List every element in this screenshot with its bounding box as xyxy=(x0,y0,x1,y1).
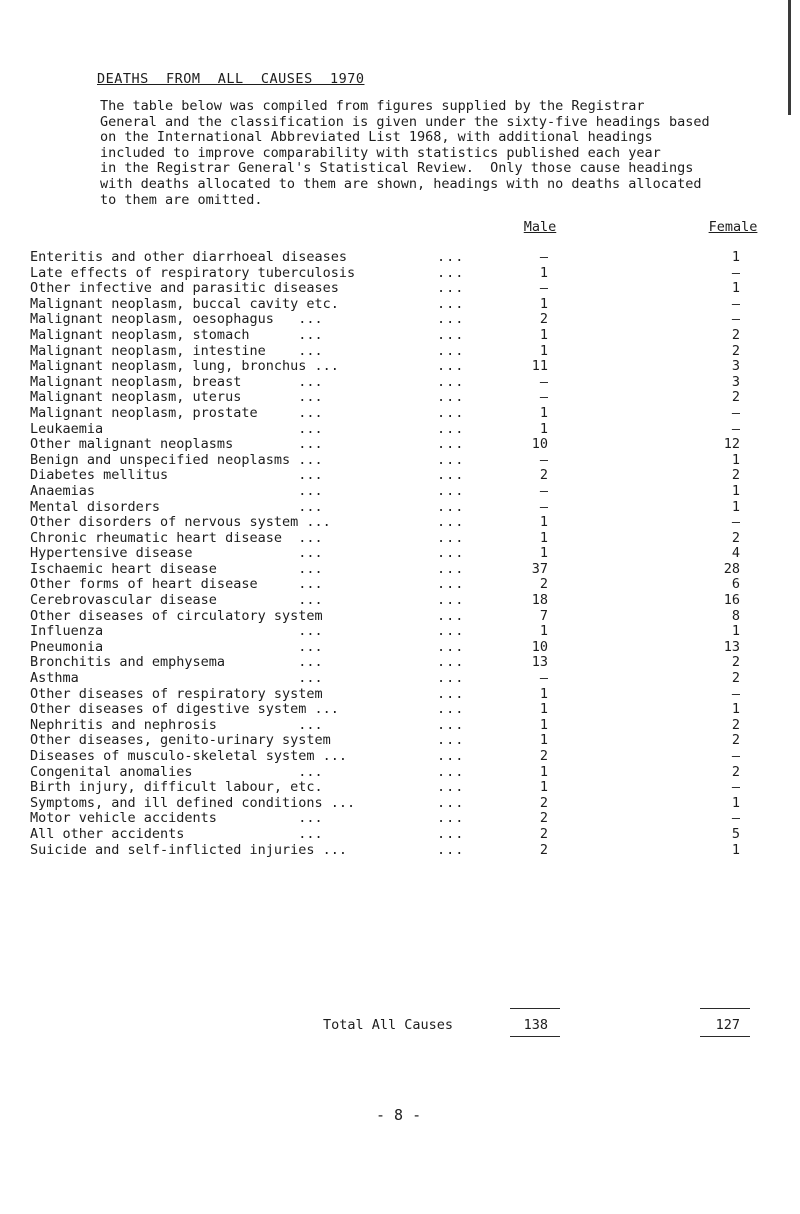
leader-dots: ... xyxy=(437,482,465,499)
cause-label: Other malignant neoplasms ... xyxy=(30,436,323,453)
table-row xyxy=(0,468,800,484)
cause-label: Malignant neoplasm, prostate ... xyxy=(30,404,323,421)
leader-dots: ... xyxy=(437,280,465,297)
male-count: 1 xyxy=(539,514,548,531)
cause-label: Malignant neoplasm, intestine ... xyxy=(30,342,323,359)
male-count: 2 xyxy=(539,841,548,858)
female-count: – xyxy=(731,748,740,764)
male-count: 1 xyxy=(539,685,548,702)
female-count: – xyxy=(731,420,740,437)
male-count: 1 xyxy=(539,529,548,546)
cause-label: Chronic rheumatic heart disease ... xyxy=(30,529,323,546)
leader-dots: ... xyxy=(437,607,465,624)
table-row xyxy=(0,562,800,578)
table-row xyxy=(0,624,800,640)
female-count: 2 xyxy=(731,529,740,546)
female-count: 1 xyxy=(731,482,740,499)
table-row xyxy=(0,390,800,406)
cause-label: Nephritis and nephrosis ... xyxy=(30,716,323,733)
female-count: 2 xyxy=(731,389,740,406)
female-count: 2 xyxy=(731,326,740,343)
female-count: 28 xyxy=(723,560,740,577)
leader-dots: ... xyxy=(437,529,465,546)
leader-dots: ... xyxy=(437,264,465,281)
female-count: – xyxy=(731,779,740,796)
leader-dots: ... xyxy=(437,326,465,343)
table-row xyxy=(0,359,800,375)
table-row xyxy=(0,671,800,687)
leader-dots: ... xyxy=(437,514,465,531)
cause-label: Hypertensive disease ... xyxy=(30,545,323,562)
cause-label: Pneumonia ... xyxy=(30,638,323,655)
table-row xyxy=(0,780,800,796)
leader-dots: ... xyxy=(437,560,465,577)
male-count: 13 xyxy=(531,654,548,671)
table-row xyxy=(0,281,800,297)
table-row xyxy=(0,406,800,422)
leader-dots: ... xyxy=(437,592,465,609)
male-count: 2 xyxy=(539,825,548,842)
cause-label: Other diseases of digestive system ... xyxy=(30,701,339,718)
female-count: 13 xyxy=(723,638,740,655)
leader-dots: ... xyxy=(437,498,465,515)
leader-dots: ... xyxy=(437,451,465,468)
female-count: 1 xyxy=(731,794,740,811)
male-count: 2 xyxy=(539,794,548,811)
total-rule-female xyxy=(700,1008,750,1009)
female-count: 6 xyxy=(731,576,740,593)
leader-dots: ... xyxy=(437,623,465,640)
male-count: 1 xyxy=(539,623,548,640)
leader-dots: ... xyxy=(437,825,465,842)
cause-label: Malignant neoplasm, breast ... xyxy=(30,373,323,390)
male-count: – xyxy=(539,498,548,515)
leader-dots: ... xyxy=(437,358,465,375)
female-count: 12 xyxy=(723,436,740,453)
leader-dots: ... xyxy=(437,779,465,796)
table-row xyxy=(0,375,800,391)
cause-label: Symptoms, and ill defined conditions ... xyxy=(30,794,356,811)
female-count: 16 xyxy=(723,592,740,609)
leader-dots: ... xyxy=(437,763,465,780)
female-count: 2 xyxy=(731,670,740,687)
cause-label: Motor vehicle accidents ... xyxy=(30,810,323,827)
cause-label: Influenza ... xyxy=(30,623,323,640)
female-count: 1 xyxy=(731,451,740,468)
male-count: 1 xyxy=(539,342,548,359)
total-label: Total All Causes xyxy=(323,1017,454,1033)
cause-label: Malignant neoplasm, stomach ... xyxy=(30,326,323,343)
total-rule-male xyxy=(510,1008,560,1009)
male-count: – xyxy=(539,249,548,265)
table-row xyxy=(0,765,800,781)
leader-dots: ... xyxy=(437,841,465,858)
male-count: 1 xyxy=(539,404,548,421)
table-row xyxy=(0,250,800,266)
leader-dots: ... xyxy=(437,716,465,733)
cause-label: Other disorders of nervous system ... xyxy=(30,514,331,531)
table-row xyxy=(0,843,800,859)
male-count: 37 xyxy=(531,560,548,577)
leader-dots: ... xyxy=(437,685,465,702)
cause-label: Other diseases of circulatory system xyxy=(30,607,323,624)
male-count: – xyxy=(539,280,548,297)
cause-label: Congenital anomalies ... xyxy=(30,763,323,780)
cause-label: Bronchitis and emphysema ... xyxy=(30,654,323,671)
leader-dots: ... xyxy=(437,404,465,421)
female-count: 1 xyxy=(731,249,740,265)
table-row xyxy=(0,702,800,718)
table-row xyxy=(0,531,800,547)
table-row xyxy=(0,266,800,282)
leader-dots: ... xyxy=(437,311,465,328)
leader-dots: ... xyxy=(437,654,465,671)
male-count: 7 xyxy=(539,607,548,624)
leader-dots: ... xyxy=(437,732,465,749)
female-count: 8 xyxy=(731,607,740,624)
page-title: DEATHS FROM ALL CAUSES 1970 xyxy=(97,71,365,87)
female-count: 1 xyxy=(731,841,740,858)
female-count: – xyxy=(731,264,740,281)
male-count: 11 xyxy=(531,358,548,375)
cause-label: All other accidents ... xyxy=(30,825,323,842)
cause-label: Birth injury, difficult labour, etc. xyxy=(30,779,323,796)
male-count: 1 xyxy=(539,295,548,312)
total-underline-male xyxy=(510,1036,560,1037)
page-number: - 8 - xyxy=(376,1106,422,1124)
cause-label: Diseases of musculo-skeletal system ... xyxy=(30,748,347,764)
male-count: 2 xyxy=(539,467,548,484)
table-row xyxy=(0,344,800,360)
leader-dots: ... xyxy=(437,389,465,406)
table-row xyxy=(0,453,800,469)
table-row xyxy=(0,733,800,749)
leader-dots: ... xyxy=(437,420,465,437)
cause-label: Anaemias ... xyxy=(30,482,323,499)
male-count: 10 xyxy=(531,638,548,655)
male-count: 2 xyxy=(539,748,548,764)
female-count: 2 xyxy=(731,716,740,733)
male-count: – xyxy=(539,670,548,687)
cause-label: Leukaemia ... xyxy=(30,420,323,437)
female-count: 3 xyxy=(731,358,740,375)
table-row xyxy=(0,655,800,671)
cause-label: Suicide and self-inflicted injuries ... xyxy=(30,841,347,858)
female-count: 2 xyxy=(731,342,740,359)
male-count: 18 xyxy=(531,592,548,609)
cause-label: Other infective and parasitic diseases xyxy=(30,280,339,297)
cause-label: Other diseases of respiratory system xyxy=(30,685,323,702)
male-count: 1 xyxy=(539,763,548,780)
table-row xyxy=(0,546,800,562)
female-count: 3 xyxy=(731,373,740,390)
leader-dots: ... xyxy=(437,249,465,265)
table-row xyxy=(0,796,800,812)
female-count: 2 xyxy=(731,763,740,780)
intro-line: General and the classification is given under the sixty-five headings based xyxy=(100,113,710,130)
cause-label: Asthma ... xyxy=(30,670,323,687)
leader-dots: ... xyxy=(437,342,465,359)
leader-dots: ... xyxy=(437,638,465,655)
column-header-female: Female xyxy=(708,219,758,235)
female-count: – xyxy=(731,404,740,421)
male-count: 1 xyxy=(539,701,548,718)
cause-label: Enteritis and other diarrhoeal diseases xyxy=(30,249,347,265)
table-row xyxy=(0,328,800,344)
total-male: 138 xyxy=(523,1017,548,1033)
cause-label: Other diseases, genito-urinary system xyxy=(30,732,331,749)
causes-table xyxy=(0,250,800,858)
male-count: – xyxy=(539,373,548,390)
female-count: – xyxy=(731,514,740,531)
intro-line: included to improve comparability with statistics published each year xyxy=(100,144,661,161)
leader-dots: ... xyxy=(437,701,465,718)
cause-label: Malignant neoplasm, uterus ... xyxy=(30,389,323,406)
leader-dots: ... xyxy=(437,436,465,453)
total-female: 127 xyxy=(715,1017,740,1033)
table-row xyxy=(0,422,800,438)
cause-label: Malignant neoplasm, buccal cavity etc. xyxy=(30,295,339,312)
intro-line: to them are omitted. xyxy=(100,191,263,208)
intro-paragraph xyxy=(100,99,790,208)
male-count: – xyxy=(539,451,548,468)
male-count: 10 xyxy=(531,436,548,453)
female-count: – xyxy=(731,685,740,702)
page-edge-shadow xyxy=(788,0,791,115)
table-row xyxy=(0,312,800,328)
table-row xyxy=(0,827,800,843)
female-count: 2 xyxy=(731,654,740,671)
female-count: 2 xyxy=(731,467,740,484)
female-count: 1 xyxy=(731,623,740,640)
cause-label: Cerebrovascular disease ... xyxy=(30,592,323,609)
table-row xyxy=(0,500,800,516)
leader-dots: ... xyxy=(437,810,465,827)
female-count: 1 xyxy=(731,280,740,297)
table-row xyxy=(0,718,800,734)
cause-label: Malignant neoplasm, oesophagus ... xyxy=(30,311,323,328)
intro-line: The table below was compiled from figures supplied by the Registrar xyxy=(100,98,645,114)
table-row xyxy=(0,811,800,827)
male-count: 1 xyxy=(539,779,548,796)
cause-label: Diabetes mellitus ... xyxy=(30,467,323,484)
leader-dots: ... xyxy=(437,670,465,687)
male-count: 1 xyxy=(539,716,548,733)
cause-label: Mental disorders ... xyxy=(30,498,323,515)
male-count: 2 xyxy=(539,311,548,328)
cause-label: Late effects of respiratory tuberculosis xyxy=(30,264,356,281)
male-count: 1 xyxy=(539,264,548,281)
male-count: – xyxy=(539,482,548,499)
leader-dots: ... xyxy=(437,794,465,811)
leader-dots: ... xyxy=(437,295,465,312)
leader-dots: ... xyxy=(437,748,465,764)
intro-line: in the Registrar General's Statistical Review. Only those cause headings xyxy=(100,160,694,177)
male-count: 1 xyxy=(539,732,548,749)
male-count: 1 xyxy=(539,326,548,343)
table-row xyxy=(0,437,800,453)
female-count: 1 xyxy=(731,498,740,515)
table-row xyxy=(0,515,800,531)
female-count: – xyxy=(731,810,740,827)
male-count: – xyxy=(539,389,548,406)
leader-dots: ... xyxy=(437,545,465,562)
table-row xyxy=(0,593,800,609)
table-row xyxy=(0,687,800,703)
female-count: 2 xyxy=(731,732,740,749)
table-row xyxy=(0,577,800,593)
intro-line: on the International Abbreviated List 1968, with additional headings xyxy=(100,129,653,146)
leader-dots: ... xyxy=(437,576,465,593)
table-row xyxy=(0,640,800,656)
female-count: – xyxy=(731,295,740,312)
male-count: 1 xyxy=(539,420,548,437)
total-underline-female xyxy=(700,1036,750,1037)
intro-line: with deaths allocated to them are shown, headings with no deaths allocated xyxy=(100,175,702,192)
table-row xyxy=(0,749,800,765)
female-count: – xyxy=(731,311,740,328)
cause-label: Ischaemic heart disease ... xyxy=(30,560,323,577)
female-count: 4 xyxy=(731,545,740,562)
cause-label: Other forms of heart disease ... xyxy=(30,576,323,593)
leader-dots: ... xyxy=(437,467,465,484)
table-row xyxy=(0,484,800,500)
table-row xyxy=(0,609,800,625)
cause-label: Malignant neoplasm, lung, bronchus ... xyxy=(30,358,339,375)
table-row xyxy=(0,297,800,313)
female-count: 5 xyxy=(731,825,740,842)
female-count: 1 xyxy=(731,701,740,718)
male-count: 2 xyxy=(539,576,548,593)
cause-label: Benign and unspecified neoplasms ... xyxy=(30,451,323,468)
male-count: 1 xyxy=(539,545,548,562)
column-header-male: Male xyxy=(523,219,557,235)
leader-dots: ... xyxy=(437,373,465,390)
male-count: 2 xyxy=(539,810,548,827)
